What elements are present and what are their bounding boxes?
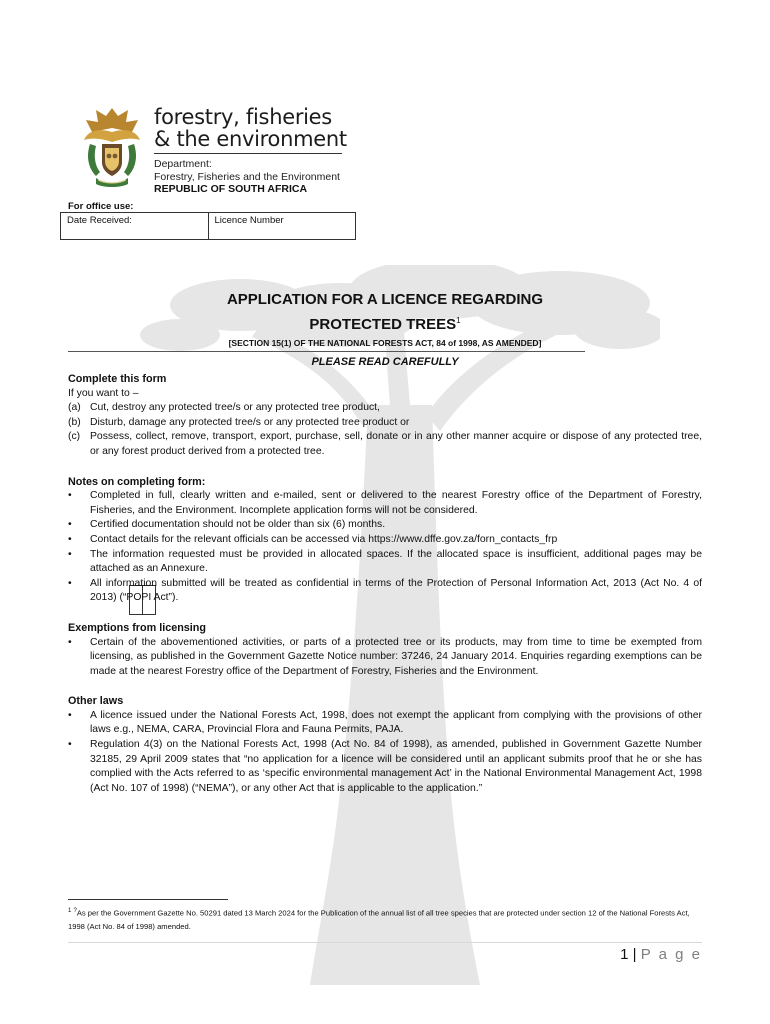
brand-line-1: forestry, fisheries [154,105,332,129]
list-item-text: Regulation 4(3) on the National Forests Act, 1998 (Act No. 84 of 1998), as amended, published in Government Gazette Number 32185, 29 April 2009 states that “no application for a licence will be considered until an applicant submits proof that he or she has complied with the Acts referred to as ‘specific environmental management Act’ in the National Environmental Management Act, 1998 (Act No. 107 of 1998) (“NEMA”), or any other Act that is applicable to the application.” [90,739,702,794]
list-item-text: A licence issued under the National Forests Act, 1998, does not exempt the applicant from complying with the provisions of other laws e.g., NEMA, CARA, Provincial Flora and Fauna Permits, PAJA. [90,709,702,736]
page-number [620,946,702,963]
department-name: Forestry, Fisheries and the Environment [154,171,340,183]
list-item-text: All information submitted will be treated as confidential in terms of the Protection of Personal Information Act, 2013 (Act No. 4 of 2013) (“POPI Act”). [90,577,702,604]
office-use-table [60,212,356,264]
bullet-icon: • [68,709,72,721]
bullet-icon: • [68,490,72,502]
bullet-icon: • [68,548,72,560]
list-item-text: Contact details for the relevant officials can be accessed via https://www.dffe.gov.za/forn_contacts_frp [90,533,558,545]
date-received-header: Date Received: [61,213,209,240]
licence-number-header: Licence Number [208,213,356,240]
title-line-2-text: PROTECTED TREES [309,316,457,333]
republic-label: REPUBLIC OF SOUTH AFRICA [154,183,308,195]
complete-heading: Complete this form [68,373,167,385]
form-title [0,289,770,350]
bullet-icon: • [68,739,72,751]
coat-of-arms-icon [78,104,146,190]
list-marker: (c) [68,431,81,443]
complete-intro: If you want to – [68,387,139,399]
notes-list [68,489,702,606]
title-divider [68,351,585,352]
brand-divider [154,153,342,154]
page-word: P a g e [640,946,702,963]
title-line-2 [0,310,770,335]
footnote-marker-2: ? [73,908,77,914]
please-read-notice: PLEASE READ CAREFULLY [311,356,459,368]
bullet-icon: • [68,636,72,648]
list-marker: (b) [68,416,81,428]
other-laws-list [68,709,702,797]
department-brand [154,105,347,195]
exemptions-heading: Exemptions from licensing [68,621,206,634]
bullet-icon: • [68,577,72,589]
list-item [68,636,702,680]
list-item [68,738,702,796]
department-label: Department: [154,158,212,170]
footnote [68,905,702,933]
list-item-text: Certain of the abovementioned activities, or parts of a protected tree or its products, may from time to time be exempted from licensing, as published in the Government Gazette Notice number: 37246, 24 January 2014. Enquiries regarding exemptions can be made at the nearest Forestry office of the Department of Forestry, Fisheries and the Environment. [90,636,702,677]
office-use-label: For office use: [68,201,134,212]
list-item-text: Disturb, damage any protected tree/s or any protected tree product or [90,416,410,428]
bullet-icon: • [68,519,72,531]
list-item [68,577,702,606]
notes-heading: Notes on completing form: [68,475,206,488]
footnote-text: As per the Government Gazette No. 50291 dated 13 March 2024 for the Publication of the annual list of all tree species that are protected under section 12 of the National Forests Act, 1998 (Act No. 84 of 1998) amended. [68,908,690,931]
title-line-1: APPLICATION FOR A LICENCE REGARDING [226,291,544,308]
list-item-text: Cut, destroy any protected tree/s or any protected tree product, [90,402,380,414]
list-item [68,416,702,431]
brand-line-2: & the environment [154,127,347,151]
list-item-text: Completed in full, clearly written and e-mailed, sent or delivered to the nearest Forestry office of the Department of Forestry, Fisheries, and the Environment. Incomplete application forms will not be considered. [90,490,702,516]
list-item [68,518,702,533]
list-item-text: Possess, collect, remove, transport, export, purchase, sell, donate or in any other manner acquire or dispose of any protected tree, or any forest product derived from a protected tree. [90,431,702,457]
footer-divider [68,942,702,943]
exemptions-list [68,636,702,680]
other-laws-heading: Other laws [68,695,124,708]
list-item-text: The information requested must be provided in allocated spaces. If the allocated space is insufficient, additional pages may be attached as an Annexure. [90,548,702,575]
list-item [68,430,702,459]
list-item [68,533,702,548]
page-separator: | [632,946,637,963]
list-marker: (a) [68,402,81,414]
section-reference: [SECTION 15(1) OF THE NATIONAL FORESTS ACT, 84 of 1998, AS AMENDED] [228,338,542,348]
footnote-marker: 1 [68,908,72,914]
instructions-body [68,372,702,796]
list-item [68,548,702,577]
bullet-icon: • [68,533,72,545]
title-footnote-ref: 1 [456,316,461,325]
list-item [68,709,702,738]
list-item-text: Certified documentation should not be older than six (6) months. [90,519,386,531]
footnote-divider [68,899,228,900]
page-number-value: 1 [620,946,629,963]
list-item [68,401,702,416]
activity-list [68,401,702,459]
list-item [68,489,702,518]
